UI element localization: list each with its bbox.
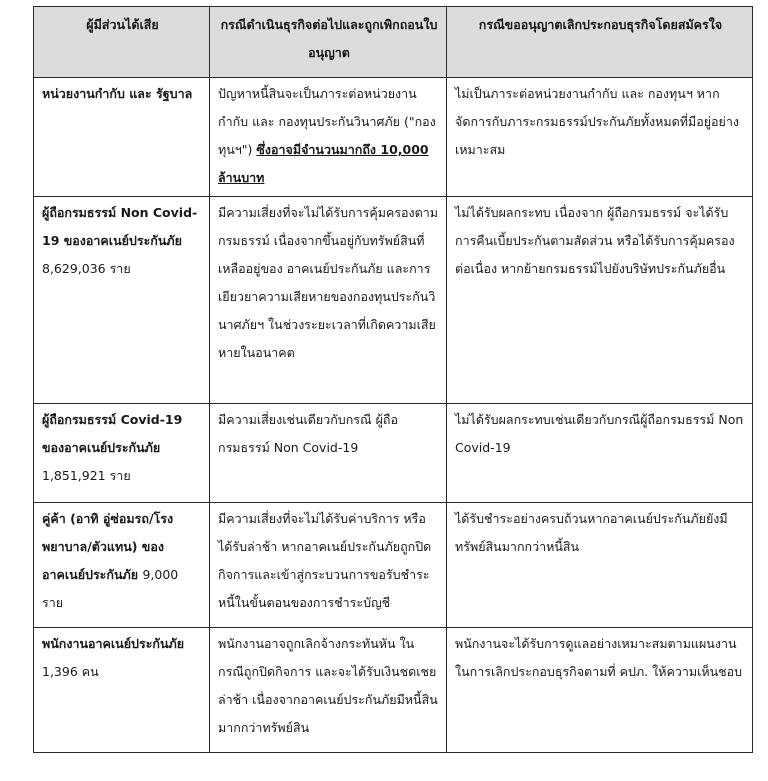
revoked-impact-text: มีความเสี่ยงเช่นเดียวกับกรณี ผู้ถือกรมธรรม์ Non Covid-19	[218, 412, 398, 455]
revoked-impact-cell	[210, 404, 447, 503]
voluntary-impact-cell	[447, 628, 753, 753]
table-row	[34, 404, 753, 503]
table-row	[34, 78, 753, 197]
revoked-impact-emphasis: ซึ่งอาจมีจำนวนมากถึง 10,000 ล้านบาท	[218, 142, 429, 185]
stakeholder-cell	[34, 78, 210, 197]
revoked-impact-cell	[210, 197, 447, 404]
stakeholder-cell	[34, 628, 210, 753]
revoked-impact-text: พนักงานอาจถูกเลิกจ้างกระทันหัน ในกรณีถูกปิดกิจการ และจะได้รับเงินชดเชยล่าช้า เนื่องจากอาคเนย์ประกันภัยมีหนี้สินมากกว่าทรัพย์สิน	[218, 636, 438, 735]
table-row	[34, 503, 753, 628]
voluntary-impact-cell	[447, 78, 753, 197]
voluntary-impact-cell	[447, 404, 753, 503]
revoked-impact-text: มีความเสี่ยงที่จะไม่ได้รับการคุ้มครองตามกรมธรรม์ เนื่องจากขึ้นอยู่กับทรัพย์สินที่เหลืออยู่ของ อาคเนย์ประกันภัย และการเยียวยาความเสียหายของกองทุนประกันวินาศภัยฯ ในช่วงระยะเวลาที่เกิดความเสียหายในอนาคต	[218, 205, 439, 360]
table-header	[34, 7, 753, 78]
table-row	[34, 628, 753, 753]
stakeholder-impact-table	[33, 6, 753, 753]
voluntary-impact-text: ไม่เป็นภาระต่อหน่วยงานกำกับ และ กองทุนฯ หากจัดการกับภาระกรมธรรม์ประกันภัยทั้งหมดที่มีอยู่อย่างเหมาะสม	[455, 86, 739, 157]
stakeholder-count: 1,851,921 ราย	[42, 468, 131, 483]
stakeholder-count: 8,629,036 ราย	[42, 261, 131, 276]
stakeholder-cell	[34, 197, 210, 404]
revoked-impact-text: มีความเสี่ยงที่จะไม่ได้รับค่าบริการ หรือได้รับล่าช้า หากอาคเนย์ประกันภัยถูกปิดกิจการและเข้าสู่กระบวนการขอรับชำระหนี้ในขั้นตอนของการชำระบัญชี	[218, 511, 432, 610]
revoked-impact-cell	[210, 78, 447, 197]
stakeholder-name: คู่ค้า (อาทิ อู่ซ่อมรถ/โรงพยาบาล/ตัวแทน) ของอาคเนย์ประกันภัย	[42, 511, 174, 582]
stakeholder-cell	[34, 404, 210, 503]
stakeholder-count: 9,000 ราย	[42, 567, 179, 610]
header-stakeholder: ผู้มีส่วนได้เสีย	[34, 7, 210, 78]
voluntary-impact-cell	[447, 503, 753, 628]
revoked-impact-cell	[210, 503, 447, 628]
table-row	[34, 197, 753, 404]
stakeholder-name: ผู้ถือกรมธรรม์ Covid-19 ของอาคเนย์ประกันภัย	[42, 412, 183, 455]
header-voluntary-case: กรณีขออนุญาตเลิกประกอบธุรกิจโดยสมัครใจ	[447, 7, 753, 78]
stakeholder-cell	[34, 503, 210, 628]
voluntary-impact-text: ไม่ได้รับผลกระทบ เนื่องจาก ผู้ถือกรมธรรม์ จะได้รับการคืนเบี้ยประกันตามสัดส่วน หรือได้รับการคุ้มครองต่อเนื่อง หากย้ายกรมธรรม์ไปยังบริษัทประกันภัยอื่น	[455, 205, 735, 276]
voluntary-impact-cell	[447, 197, 753, 404]
stakeholder-name: ผู้ถือกรมธรรม์ Non Covid-19 ของอาคเนย์ประกันภัย	[42, 205, 198, 248]
stakeholder-name: พนักงานอาคเนย์ประกันภัย	[42, 636, 185, 651]
table-body	[34, 78, 753, 753]
voluntary-impact-text: พนักงานจะได้รับการดูแลอย่างเหมาะสมตามแผนงานในการเลิกประกอบธุรกิจตามที่ คปภ. ให้ความเห็นชอบ	[455, 636, 743, 679]
voluntary-impact-text: ได้รับชำระอย่างครบถ้วนหากอาคเนย์ประกันภัยยังมีทรัพย์สินมากกว่าหนี้สิน	[455, 511, 728, 554]
header-revoked-case: กรณีดำเนินธุรกิจต่อไปและถูกเพิกถอนใบอนุญาต	[210, 7, 447, 78]
revoked-impact-cell	[210, 628, 447, 753]
header-row	[34, 7, 753, 78]
stakeholder-count: 1,396 คน	[42, 664, 99, 679]
stakeholder-name: หน่วยงานกำกับ และ รัฐบาล	[42, 86, 193, 101]
voluntary-impact-text: ไม่ได้รับผลกระทบเช่นเดียวกับกรณีผู้ถือกรมธรรม์ Non Covid-19	[455, 412, 744, 455]
revoked-impact-text: ปัญหาหนี้สินจะเป็นภาระต่อหน่วยงานกำกับ และ กองทุนประกันวินาศภัย ("กองทุนฯ")	[218, 86, 436, 157]
